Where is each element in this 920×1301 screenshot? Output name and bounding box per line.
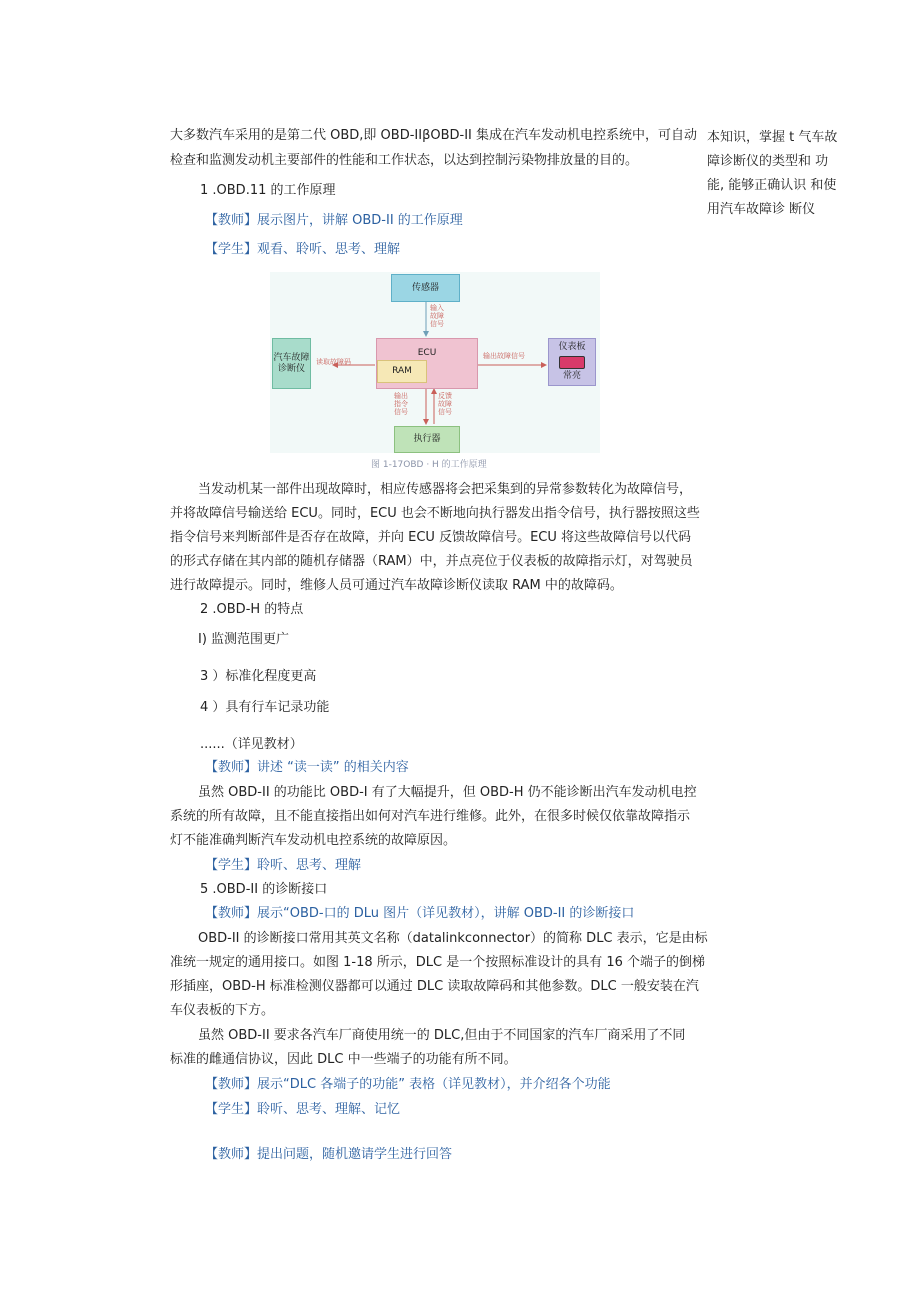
sidebar-note-line-3: 能, 能够正确认识 和使 [707,178,837,193]
student-note-2: 【学生】聆听、思考、理解 [205,858,362,873]
diagnostic-tool-box [272,338,311,389]
teacher-note-2: 【教师】讲述 “读一读” 的相关内容 [205,760,409,775]
sidebar-note-line-1: 本知识，掌握 t 气车故 [707,130,838,145]
lamp-on-label: 常亮 [562,371,581,381]
principle-line-4: 的形式存储在其内部的随机存储器（RAM）中，并点亮位于仪表板的故障指示灯，对驾驶员 [170,554,693,569]
see-textbook-note: ......（详见教材） [200,737,303,752]
section-2-heading: 2 .OBD-H 的特点 [200,602,304,617]
actuator-box [394,426,460,453]
limitation-line-3: 灯不能准确判断汽车发动机电控系统的故障原因。 [170,833,457,848]
feedback-fault-signal-label: 反馈 故障 信号 [438,392,452,416]
dashboard-box [548,338,596,386]
ecu-label: ECU [417,348,437,358]
protocol-line-2: 标准的雌通信协议，因此 DLC 中一些端子的功能有所不同。 [170,1052,517,1067]
feature-item-1: I) 监测范围更广 [198,632,290,647]
dlc-line-1: OBD-II 的诊断接口常用其英文名称（datalinkconnector）的简称 DLC 表示，它是由标 [198,931,708,946]
intro-line-1: 大多数汽车采用的是第二代 OBD,即 OBD-IIβOBD-II 集成在汽车发动机电控系统中，可自动 [170,128,698,143]
principle-line-2: 并将故障信号输送给 ECU。同时，ECU 也会不断地向执行器发出指令信号，执行器按照这些 [170,506,700,521]
obd-working-principle-diagram [270,272,600,453]
output-fault-signal-label: 输出故障信号 [483,352,525,360]
intro-line-2: 检查和监测发动机主要部件的性能和工作状态，以达到控制污染物排放量的目的。 [170,153,639,168]
ram-label: RAM [392,366,412,376]
dlc-line-4: 车仪表板的下方。 [170,1003,275,1018]
actuator-label: 执行器 [413,434,441,444]
fault-lamp-icon [559,356,585,369]
sidebar-note-line-4: 用汽车故障诊 断仪 [707,202,816,217]
feature-item-3: 3 ）标准化程度更高 [200,669,317,684]
dashboard-label: 仪表板 [558,342,586,352]
diagnostic-tool-label: 汽车故障 诊断仪 [273,352,310,374]
limitation-line-2: 系统的所有故障，且不能直接指出如何对汽车进行维修。此外，在很多时候仅依靠故障指示 [170,809,691,824]
dlc-line-2: 准统一规定的通用接口。如图 1-18 所示，DLC 是一个按照标准设计的具有 16 个端子的倒梯 [170,955,706,970]
figure-caption: 图 1-17OBD · H 的工作原理 [371,460,487,470]
teacher-note-5: 【教师】提出问题，随机邀请学生进行回答 [205,1147,453,1162]
teacher-note-3: 【教师】展示“OBD-口的 DLu 图片（详见教材），讲解 OBD-II 的诊断接口 [205,906,635,921]
student-note-1: 【学生】观看、聆听、思考、理解 [205,242,401,257]
section-5-heading: 5 .OBD-II 的诊断接口 [200,882,328,897]
output-command-signal-label: 输出 指令 信号 [394,392,408,416]
limitation-line-1: 虽然 OBD-II 的功能比 OBD-I 有了大幅提升，但 OBD-H 仍不能诊断出汽车发动机电控 [198,785,697,800]
sensor-label: 传感器 [411,282,439,293]
principle-line-1: 当发动机某一部件出现故障时，相应传感器将会把采集到的异常参数转化为故障信号， [198,482,693,497]
protocol-line-1: 虽然 OBD-II 要求各汽车厂商使用统一的 DLC,但由于不同国家的汽车厂商采用了不同 [198,1028,686,1043]
read-fault-code-label: 读取故障码 [316,358,351,366]
input-fault-signal-label: 输入 故障 信号 [430,304,444,328]
teacher-note-1: 【教师】展示图片，讲解 OBD-II 的工作原理 [205,213,463,228]
section-1-heading: 1 .OBD.11 的工作原理 [200,183,336,198]
dlc-line-3: 形插座，OBD-H 标准检测仪器都可以通过 DLC 读取故障码和其他参数。DLC 一般安装在汽 [170,979,699,994]
principle-line-3: 指令信号来判断部件是否存在故障，并向 ECU 反馈故障信号。ECU 将这些故障信号以代码 [170,530,692,545]
student-note-3: 【学生】聆听、思考、理解、记忆 [205,1102,401,1117]
feature-item-4: 4 ）具有行车记录功能 [200,700,330,715]
principle-line-5: 进行故障提示。同时，维修人员可通过汽车故障诊断仪读取 RAM 中的故障码。 [170,578,623,593]
teacher-note-4: 【教师】展示“DLC 各端子的功能” 表格（详见教材），并介绍各个功能 [205,1077,611,1092]
ram-box [377,360,427,383]
sidebar-note-line-2: 障诊断仪的类型和 功 [707,154,829,169]
sensor-box [391,274,460,302]
